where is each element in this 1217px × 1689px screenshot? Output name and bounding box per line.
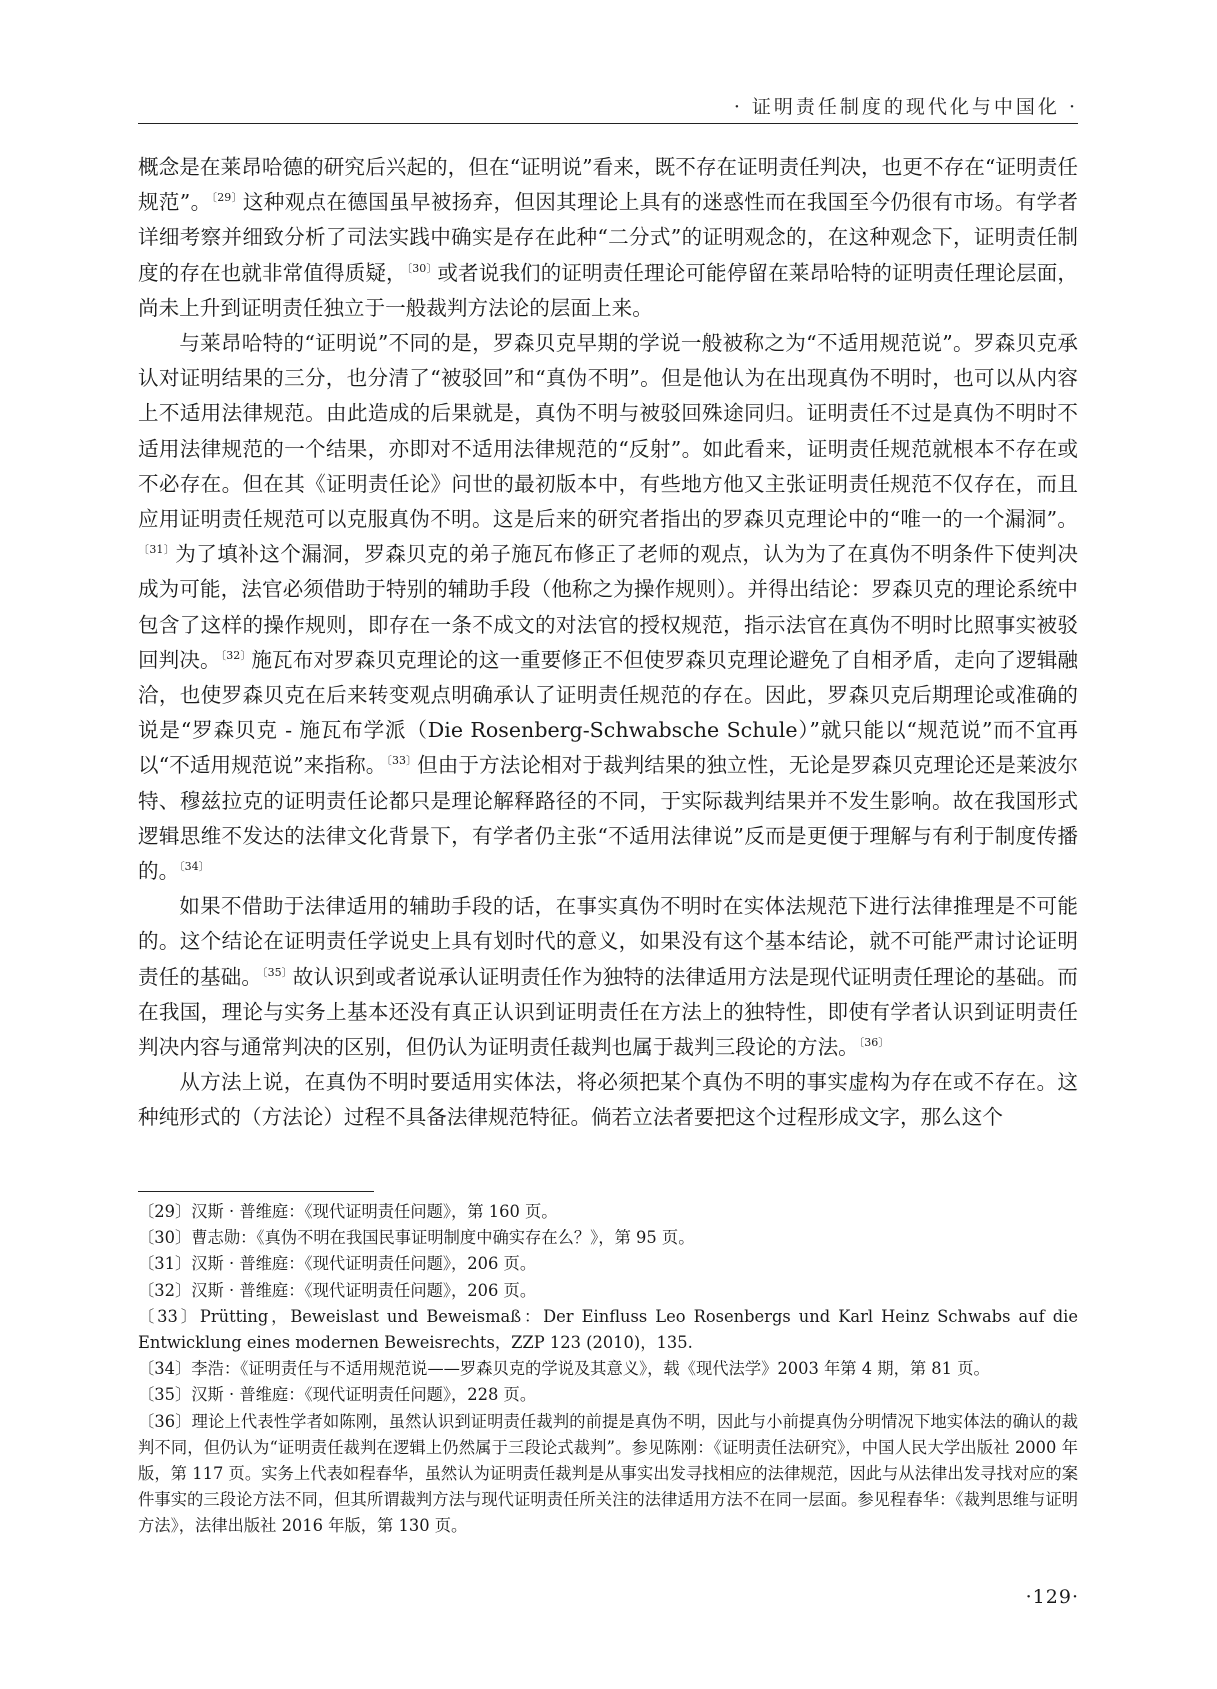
- footnote: 〔36〕理论上代表性学者如陈刚，虽然认识到证明责任裁判的前提是真伪不明，因此与小前提真伪分明情况下地实体法的确认的裁判不同，但仍认为“证明责任裁判在逻辑上仍然属于三段论式裁判”。参见陈刚：《证明责任法研究》，中国人民大学出版社 2000 年版，第 117 页。实务上代表如程春华，虽然认为证明责任裁判是从事实出发寻找相应的法律规范，因此与从法律出发寻找对应的案件事实的三段论方法不同，但其所谓裁判方法与现代证明责任所关注的法律适用方法不在同一层面。参见程春华：《裁判思维与证明方法》，法律出版社 2016 年版，第 130 页。: [138, 1411, 1078, 1536]
- text-run: 与莱昂哈特的“证明说”不同的是，罗森贝克早期的学说一般被称之为“不适用规范说”。罗森贝克承认对证明结果的三分，也分清了“被驳回”和“真伪不明”。但是他认为在出现真伪不明时，也可以从内容上不适用法律规范。由此造成的后果就是，真伪不明与被驳回殊途同归。证明责任不过是真伪不明时不适用法律规范的一个结果，亦即对不适用法律规范的“反射”。如此看来，证明责任规范就根本不存在或不必存在。但在其《证明责任论》问世的最初版本中，有些地方他又主张证明责任规范不仅存在，而且应用证明责任规范可以克服真伪不明。这是后来的研究者指出的罗森贝克理论中的“唯一的一个漏洞”。: [138, 331, 1078, 532]
- footnote-rule: [138, 1191, 374, 1192]
- footnote-ref[interactable]: 〔29〕: [211, 191, 243, 205]
- footnote-ref[interactable]: 〔36〕: [858, 1036, 890, 1050]
- running-head: · 证明责任制度的现代化与中国化 ·: [733, 96, 1078, 118]
- text-run: 但由于方法论相对于裁判结果的独立性，无论是罗森贝克理论还是莱波尔特、穆兹拉克的证明责任论都只是理论解释路径的不同，于实际裁判结果并不发生影响。故在我国形式逻辑思维不发达的法律文化背景下，有学者仍主张“不适用法律说”反而是更便于理解与有利于制度传播的。: [138, 753, 1078, 884]
- footnote: 〔34〕李浩：《证明责任与不适用规范说——罗森贝克的学说及其意义》，载《现代法学》2003 年第 4 期，第 81 页。: [138, 1359, 990, 1379]
- footnote: 〔31〕汉斯 · 普维庭：《现代证明责任问题》，206 页。: [138, 1254, 537, 1274]
- body-paragraph: [138, 889, 1078, 1065]
- footnote: 〔30〕曹志勋：《真伪不明在我国民事证明制度中确实存在么？》，第 95 页。: [138, 1228, 695, 1248]
- text-run: 这种观点在德国虽早被扬弃，但因其理论上具有的迷惑性而在我国至今仍很有市场。有学者详细考察并细致分析了司法实践中确实是存在此种“二分式”的证明观念的，在这种观念下，证明责任制度的存在也就非常值得质疑，: [138, 190, 1078, 285]
- text-run: 或者说我们的证明责任理论可能停留在莱昂哈特的证明责任理论层面，尚未上升到证明责任独立于一般裁判方法论的层面上来。: [138, 260, 1078, 320]
- footnote: 〔32〕汉斯 · 普维庭：《现代证明责任问题》，206 页。: [138, 1280, 537, 1300]
- text-run: 故认识到或者说承认证明责任作为独特的法律适用方法是现代证明责任理论的基础。而在我国，理论与实务上基本还没有真正认识到证明责任在方法上的独特性，即使有学者认识到证明责任判决内容与通常判决的区别，但仍认为证明责任裁判也属于裁判三段论的方法。: [138, 964, 1079, 1060]
- text-run: 概念是在莱昂哈德的研究后兴起的，但在“证明说”看来，既不存在证明责任判决，也更不存在“证明责任规范”。: [138, 155, 1078, 215]
- footnote: 〔33〕Prütting，Beweislast und Beweismaß：Der Einfluss Leo Rosenbergs und Karl Heinz Schwabs auf die Entwicklung eines modernen Beweisrechts，ZZP 123 (2010)，135.: [138, 1306, 1078, 1353]
- footnote: 〔29〕汉斯 · 普维庭：《现代证明责任问题》，第 160 页。: [138, 1202, 558, 1221]
- footnote-ref[interactable]: 〔34〕: [179, 860, 210, 874]
- header-rule: [138, 123, 1078, 124]
- footnote: 〔35〕汉斯 · 普维庭：《现代证明责任问题》，228 页。: [138, 1385, 537, 1405]
- text-run: 如果不借助于法律适用的辅助手段的话，在事实真伪不明时在实体法规范下进行法律推理是不可能的。这个结论在证明责任学说史上具有划时代的意义，如果没有这个基本结论，就不可能严肃讨论证明责任的基础。: [138, 894, 1078, 989]
- text-run: 为了填补这个漏洞，罗森贝克的弟子施瓦布修正了老师的观点，认为为了在真伪不明条件下使判决成为可能，法官必须借助于特别的辅助手段（他称之为操作规则）。并得出结论：罗森贝克的理论系统中包含了这样的操作规则，即存在一条不成文的对法官的授权规范，指示法官在真伪不明时比照事实被驳回判决。: [138, 542, 1078, 672]
- text-run: 从方法上说，在真伪不明时要适用实体法，将必须把某个真伪不明的事实虚构为存在或不存在。这种纯形式的（方法论）过程不具备法律规范特征。倘若立法者要把这个过程形成文字，那么这个: [138, 1070, 1078, 1130]
- footnote-ref[interactable]: 〔32〕: [220, 648, 252, 662]
- footnote-ref[interactable]: 〔30〕: [406, 261, 438, 275]
- footnotes: [138, 1199, 1078, 1540]
- text-run: 施瓦布对罗森贝克理论的这一重要修正不但使罗森贝克理论避免了自相矛盾，走向了逻辑融洽，也使罗森贝克在后来转变观点明确承认了证明责任规范的存在。因此，罗森贝克后期理论或准确的说是“罗森贝克 - 施瓦布学派（Die Rosenberg-Schwabsche Schule）”就只能以“规范说”而不宜再以“不适用规范说”来指称。: [138, 647, 1078, 778]
- body-paragraph: [138, 326, 1078, 889]
- footnote-ref[interactable]: 〔35〕: [262, 965, 293, 979]
- page-number: ·129·: [1025, 1586, 1079, 1608]
- body-paragraph: [138, 1065, 1078, 1135]
- body-paragraph: [138, 150, 1078, 326]
- body-text: [138, 150, 1078, 1136]
- footnote-ref[interactable]: 〔33〕: [386, 754, 418, 768]
- footnote-ref[interactable]: 〔31〕: [138, 543, 176, 557]
